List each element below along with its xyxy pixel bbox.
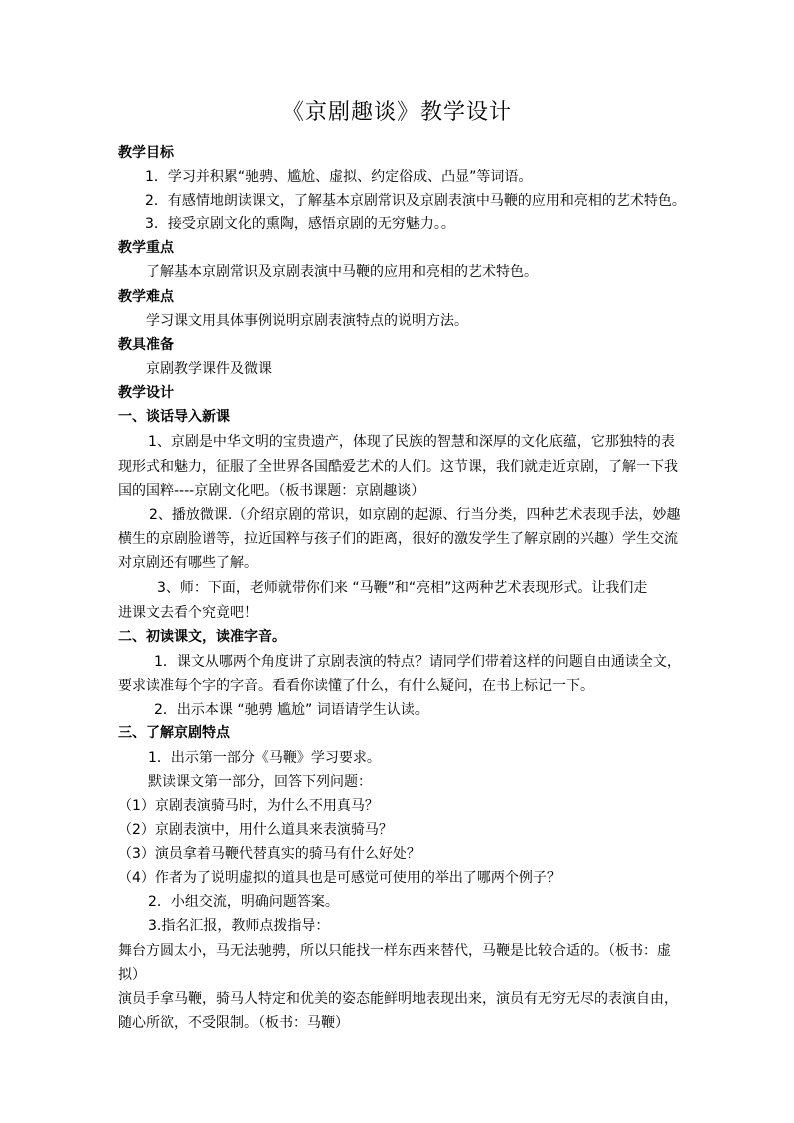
part2-line: 1．课文从哪两个角度讲了京剧表演的特点？请同学们带着这样的问题自由通读全文，	[154, 654, 681, 670]
part1-line: 对京剧还有哪些了解。	[118, 555, 258, 571]
part3-line: 演员手拿马鞭，骑马人特定和优美的姿态能鲜明地表现出来，演员有无穷无尽的表演自由，	[118, 991, 678, 1007]
goal-item: 3．接受京剧文化的熏陶，感悟京剧的无穷魅力。。	[145, 216, 455, 232]
goal-item: 2．有感情地朗读课文，了解基本京剧常识及京剧表演中马鞭的应用和亮相的艺术特色。	[145, 193, 686, 209]
part2-line: 2．出示本课 “驰骋 尴尬” 词语请学生认读。	[154, 702, 429, 718]
goal-item: 1．学习并积累“驰骋、尴尬、虚拟、约定俗成、凸显”等词语。	[145, 169, 533, 185]
part3-line: 1．出示第一部分《马鞭》学习要求。	[148, 750, 381, 766]
part1-line: 现形式和魅力，征服了全世界各国酷爱艺术的人们。这节课，我们就走近京剧，了解一下我	[118, 459, 678, 475]
difficulty-text: 学习课文用具体事例说明京剧表演特点的说明方法。	[146, 313, 468, 329]
part3-line: 3.指名汇报，教师点拨指导：	[148, 918, 330, 934]
part1-line: 横生的京剧脸谱等，拉近国粹与孩子们的距离，很好的激发学生了解京剧的兴趣）学生交流	[118, 531, 678, 547]
part1-line: 3、师：下面，老师就带你们来 “马鞭”和“亮相”这两种艺术表现形式。让我们走	[157, 580, 648, 596]
tools-heading: 教具准备	[118, 337, 174, 353]
key-heading: 教学重点	[118, 240, 174, 256]
part1-line: 国的国粹----京剧文化吧。（板书课题：京剧趣谈）	[118, 483, 426, 499]
part2-line: 要求读准每个字的字音。看看你读懂了什么，有什么疑问，在书上标记一下。	[118, 678, 594, 694]
part3-line: 2．小组交流，明确问题答案。	[148, 894, 339, 910]
difficulty-heading: 教学难点	[118, 289, 174, 305]
part2-heading: 二、初读课文，读准字音。	[118, 629, 286, 645]
goals-heading: 教学目标	[118, 145, 174, 161]
part1-line: 1、京剧是中华文明的宝贵遗产，体现了民族的智慧和深厚的文化底蕴，它那独特的表	[148, 434, 675, 450]
part3-line: （3）演员拿着马鞭代替真实的骑马有什么好处？	[118, 846, 421, 862]
part3-line: 舞台方圆太小，马无法驰骋，所以只能找一样东西来替代，马鞭是比较合适的。（板书：虚	[118, 943, 671, 959]
part3-line: （2）京剧表演中，用什么道具来表演骑马？	[118, 822, 393, 838]
part3-line: （4）作者为了说明虚拟的道具也是可感觉可使用的举出了哪两个例子？	[118, 870, 561, 886]
key-text: 了解基本京剧常识及京剧表演中马鞭的应用和亮相的艺术特色。	[146, 264, 538, 280]
part3-line: 拟）	[118, 967, 146, 983]
tools-text: 京剧教学课件及微课	[146, 361, 272, 377]
part1-heading: 一、谈话导入新课	[118, 409, 230, 425]
part1-line: 2、播放微课.（介绍京剧的常识，如京剧的起源、行当分类，四种艺术表现手法，妙趣	[149, 507, 681, 523]
part3-line: （1）京剧表演骑马时，为什么不用真马？	[118, 798, 379, 814]
part3-heading: 三、了解京剧特点	[118, 725, 230, 741]
part1-line: 进课文去看个究竟吧！	[118, 605, 258, 621]
part3-line: 默读课文第一部分，回答下列问题：	[148, 774, 372, 790]
design-heading: 教学设计	[118, 385, 174, 401]
document-title: 《京剧趣谈》教学设计	[281, 100, 512, 125]
part3-line: 随心所欲，不受限制。（板书：马鞭）	[118, 1015, 349, 1031]
